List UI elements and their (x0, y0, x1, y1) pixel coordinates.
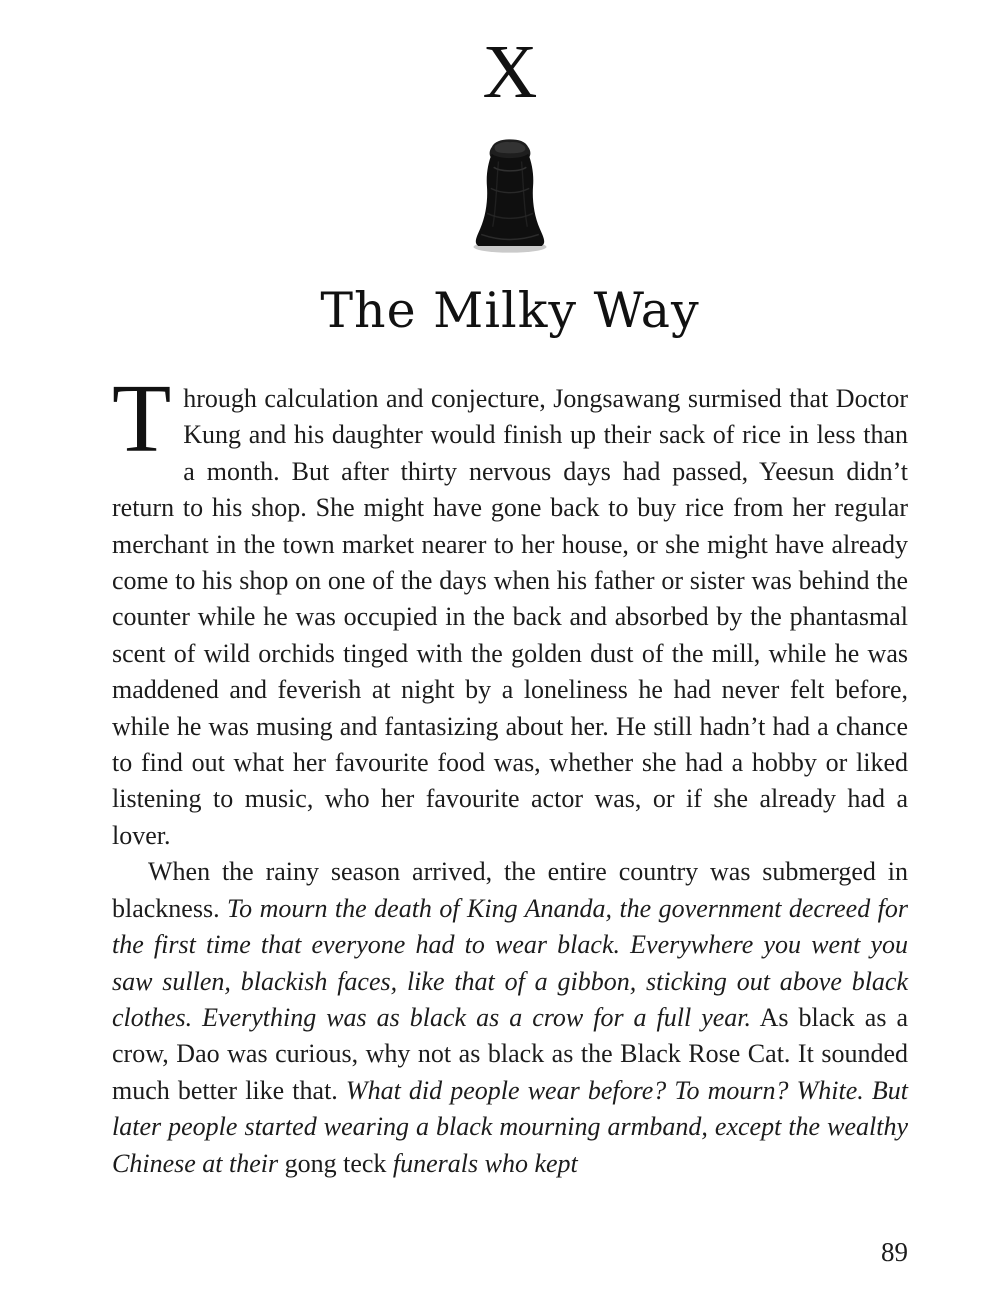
text-segment-roman: As black as a crow, Dao was curious, why not as black as the Black Rose Cat. It sounded much better like that. (112, 1002, 908, 1105)
paragraph-1-text: hrough calculation and conjecture, Jongsawang surmised that Doctor Kung and his daughter would finish up their sack of rice in less than a month. But after thirty nervous days had passed, Yeesun didn’t return to his shop. She might have gone back to buy rice from her regular merchant in the town market nearer to her house, or she might have already come to his shop on one of the days when his father or sister was behind the counter while he was occupied in the back and absorbed by the phantasmal scent of wild orchids tinged with the golden dust of the mill, while he was maddened and feverish at night by a loneliness he had never felt before, while he was musing and fantasizing about her. He still hadn’t had a chance to find out what her favourite food was, whether she had a hobby or liked listening to music, who her favourite actor was, or if she already had a lover. (112, 384, 908, 850)
text-segment-roman: gong teck (284, 1148, 393, 1178)
rice-sack-icon (462, 138, 558, 256)
text-segment-italic: To mourn the death of King Ananda, the government decreed for the first time that everyone had to wear black. Everywhere you went you saw sullen, blackish faces, like that of a gibbon, sticking out above black clothes. Everything was as black as a crow for a full year. (112, 893, 908, 1032)
paragraph-2 (112, 854, 908, 1182)
text-segment-italic: funerals who kept (392, 1148, 578, 1178)
body-text (112, 365, 908, 1182)
page-number: 89 (881, 1237, 908, 1267)
text-segment-roman: When the rainy season arrived, the entire country was submerged in blackness. (112, 857, 908, 923)
text-segment-italic: What did people wear before? To mourn? White. But later people started wearing a black mourning armband, except the wealthy Chinese at their (112, 1075, 908, 1178)
dropcap-letter: T (112, 365, 172, 472)
chapter-title: The Milky Way (320, 282, 700, 339)
chapter-number: X (482, 30, 538, 114)
paragraph-1 (112, 365, 908, 854)
chapter-ornament (112, 138, 908, 256)
